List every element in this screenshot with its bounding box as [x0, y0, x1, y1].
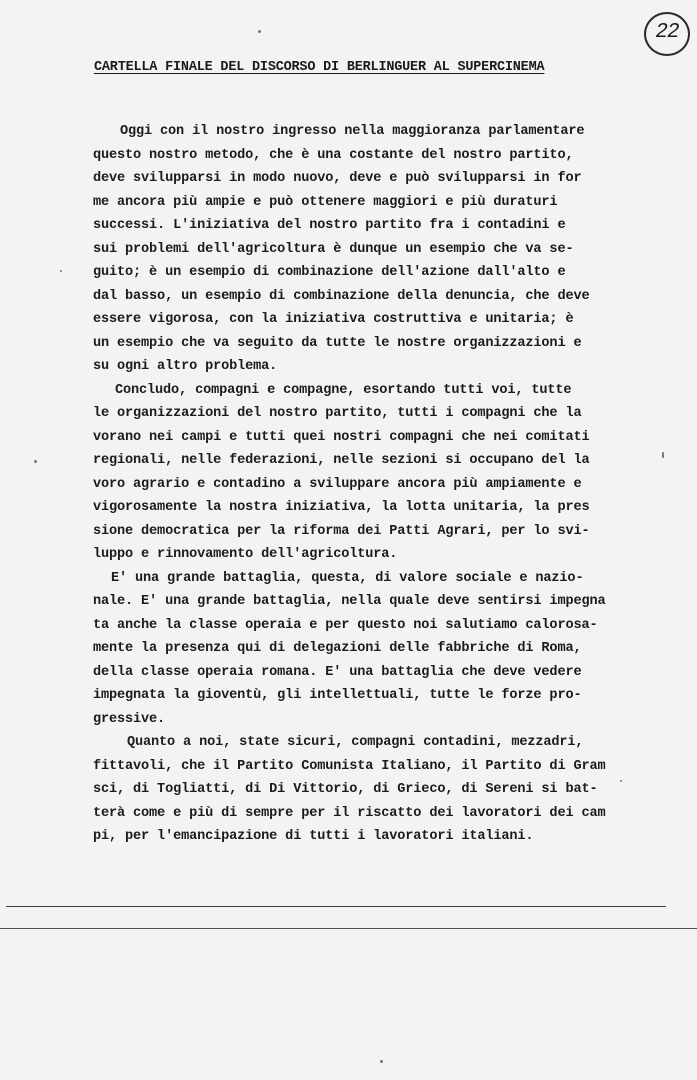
text-line: gressive.	[93, 711, 166, 727]
page-number: 22	[644, 12, 690, 56]
text-line: E' una grande battaglia, questa, di valore sociale e nazio-	[111, 570, 584, 586]
text-line: vigorosamente la nostra iniziativa, la lotta unitaria, la pres	[93, 500, 590, 515]
text-line: le organizzazioni del nostro partito, tutti i compagni che la	[93, 406, 582, 421]
divider-line	[6, 906, 666, 907]
text-line: dal basso, un esempio di combinazione della denuncia, che deve	[93, 288, 590, 304]
text-line: un esempio che va seguito da tutte le nostre organizzazioni e	[93, 335, 582, 351]
text-line: impegnata la gioventù, gli intellettuali, tutte le forze pro-	[93, 688, 582, 703]
text-line: Oggi con il nostro ingresso nella maggioranza parlamentare	[120, 124, 585, 139]
text-line: essere vigorosa, con la iniziativa costruttiva e unitaria; è	[93, 312, 574, 327]
text-line: Quanto a noi, state sicuri, compagni contadini, mezzadri,	[127, 735, 584, 750]
text-line: sci, di Togliatti, di Di Vittorio, di Grieco, di Sereni si bat-	[93, 782, 598, 797]
text-line: vorano nei campi e tutti quei nostri compagni che nei comitati	[93, 429, 590, 445]
text-line: luppo e rinnovamento dell'agricoltura.	[93, 547, 398, 562]
scan-speck	[60, 270, 62, 272]
text-line: Concludo, compagni e compagne, esortando tutti voi, tutte	[115, 382, 572, 398]
scan-speck	[620, 780, 622, 782]
text-line: ta anche la classe operaia e per questo noi salutiamo calorosa-	[93, 617, 598, 633]
text-line: mente la presenza qui di delegazioni delle fabbriche di Roma,	[93, 641, 582, 656]
text-line: terà come e più di sempre per il riscatto dei lavoratori dei cam	[93, 805, 606, 821]
text-line: me ancora più ampie e può ottenere maggiori e più duraturi	[93, 194, 558, 210]
text-line: nale. E' una grande battaglia, nella quale deve sentirsi impegna	[93, 594, 606, 609]
text-line: sione democratica per la riforma dei Patti Agrari, per lo svi-	[93, 523, 590, 539]
scan-speck	[662, 452, 664, 458]
text-line: deve svilupparsi in modo nuovo, deve e può svilupparsi in for	[93, 171, 582, 186]
text-line: della classe operaia romana. E' una battaglia che deve vedere	[93, 664, 582, 680]
text-line: sui problemi dell'agricoltura è dunque un esempio che va se-	[93, 241, 574, 257]
text-line: questo nostro metodo, che è una costante del nostro partito,	[93, 147, 574, 163]
scan-speck	[258, 30, 261, 33]
text-line: su ogni altro problema.	[93, 359, 278, 374]
text-line: voro agrario e contadino a sviluppare ancora più ampiamente e	[93, 476, 582, 492]
text-line: successi. L'iniziativa del nostro partito fra i contadini e	[93, 218, 566, 233]
scan-speck	[380, 1060, 383, 1063]
scan-speck	[34, 460, 37, 463]
text-line: pi, per l'emancipazione di tutti i lavoratori italiani.	[93, 829, 534, 844]
text-line: guito; è un esempio di combinazione dell'azione dall'alto e	[93, 265, 566, 280]
speech-text	[93, 120, 633, 849]
text-line: fittavoli, che il Partito Comunista Italiano, il Partito di Gram	[93, 758, 606, 774]
text-line: regionali, nelle federazioni, nelle sezioni si occupano del la	[93, 453, 590, 468]
document-title: CARTELLA FINALE DEL DISCORSO DI BERLINGUER AL SUPERCINEMA	[94, 60, 545, 75]
divider-line	[0, 928, 697, 929]
